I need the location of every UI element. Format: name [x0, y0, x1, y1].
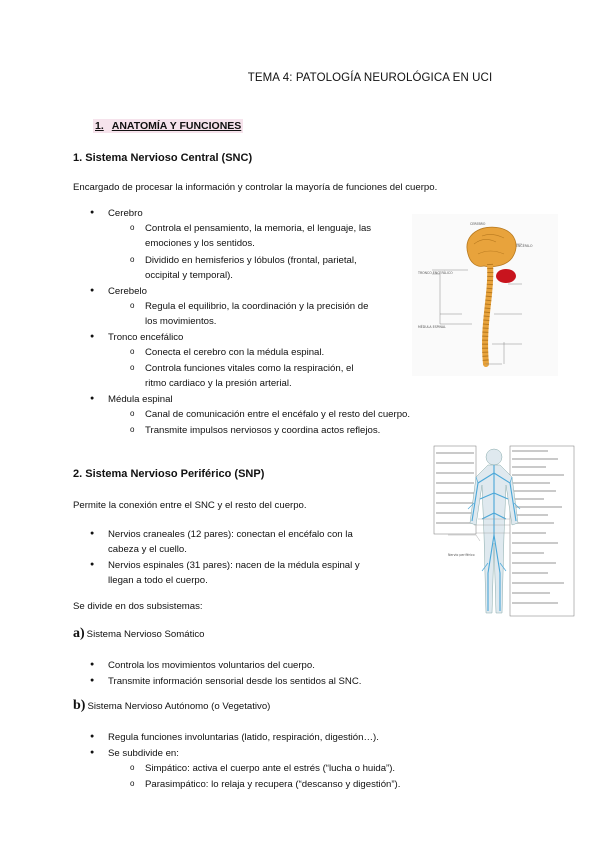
list-subitem-cont: occipital y temporal). — [145, 270, 233, 281]
list-item-espinales: ● Nervios espinales (31 pares): nacen de la médula espinal y — [108, 558, 360, 574]
autonomo-heading — [73, 698, 270, 714]
snp-heading: 2. Sistema Nervioso Periférico (SNP) — [73, 468, 265, 480]
cerebellum-shape — [496, 269, 516, 283]
letter-b: b) — [73, 698, 86, 713]
list-item-cont: llegan a todo el cuerpo. — [108, 575, 208, 586]
section-number: 1. — [95, 120, 104, 132]
figure-label: TRONCO ENCEFÁLICO — [418, 271, 453, 275]
figure-label: MÉDULA ESPINAL — [418, 325, 446, 329]
list-item-medula: ● Médula espinal — [108, 392, 173, 408]
list-subitem: o Controla funciones vitales como la respiración, el — [145, 361, 354, 377]
list-subitem-cont: los movimientos. — [145, 316, 217, 327]
snc-intro: Encargado de procesar la información y controlar la mayoría de funciones del cuerpo. — [73, 182, 438, 193]
list-subitem: o Conecta el cerebro con la médula espinal. — [145, 345, 324, 361]
figure-label: Nervio periférico — [448, 553, 475, 557]
list-subitem: o Regula el equilibrio, la coordinación y la precisión de — [145, 299, 368, 315]
list-item: ● Controla los movimientos voluntarios del cuerpo. — [108, 658, 315, 674]
list-item: ● Regula funciones involuntarias (latido, respiración, digestión…). — [108, 730, 379, 746]
list-subitem: o Controla el pensamiento, la memoria, el lenguaje, las — [145, 221, 371, 237]
head-shape — [486, 449, 502, 465]
snc-heading: 1. Sistema Nervioso Central (SNC) — [73, 152, 253, 164]
list-subitem-cont: emociones y los sentidos. — [145, 238, 255, 249]
snp-intro: Permite la conexión entre el SNC y el resto del cuerpo. — [73, 500, 307, 511]
list-subitem: o Simpático: activa el cuerpo ante el estrés (“lucha o huida”). — [145, 761, 395, 777]
list-subitem: o Transmite impulsos nerviosos y coordina actos reflejos. — [145, 423, 380, 439]
somatico-title: Sistema Nervioso Somático — [86, 629, 205, 640]
somatico-heading — [73, 626, 205, 642]
list-item: ● Se subdivide en: — [108, 746, 179, 762]
list-item-craneales: ● Nervios craneales (12 pares): conectan el encéfalo con la — [108, 527, 353, 543]
list-item-tronco: ● Tronco encefálico — [108, 330, 183, 346]
autonomo-title: Sistema Nervioso Autónomo (o Vegetativo) — [87, 701, 271, 712]
cns-illustration — [412, 214, 558, 376]
document-title: TEMA 4: PATOLOGÍA NEUROLÓGICA EN UCI — [247, 72, 493, 84]
list-item: ● Transmite información sensorial desde los sentidos al SNC. — [108, 674, 361, 690]
list-item-cerebro: ● Cerebro — [108, 206, 143, 222]
list-item-cerebelo: ● Cerebelo — [108, 284, 147, 300]
section-heading — [93, 119, 243, 133]
letter-a: a) — [73, 626, 85, 641]
list-subitem: o Dividido en hemisferios y lóbulos (frontal, parietal, — [145, 253, 357, 269]
figure-label: CEREBRO — [470, 222, 486, 226]
list-item-cont: cabeza y el cuello. — [108, 544, 187, 555]
section-title: ANATOMÍA Y FUNCIONES — [111, 120, 242, 132]
list-subitem: o Canal de comunicación entre el encéfalo y el resto del cuerpo. — [145, 407, 410, 423]
pns-illustration — [418, 443, 578, 623]
list-subitem: o Parasimpático: lo relaja y recupera (“descanso y digestión”). — [145, 777, 400, 793]
list-subitem-cont: ritmo cardiaco y la presión arterial. — [145, 378, 292, 389]
brain-shape — [467, 227, 516, 267]
figure-label: ENCÉFALO — [516, 244, 533, 248]
divide-text: Se divide en dos subsistemas: — [73, 601, 203, 612]
